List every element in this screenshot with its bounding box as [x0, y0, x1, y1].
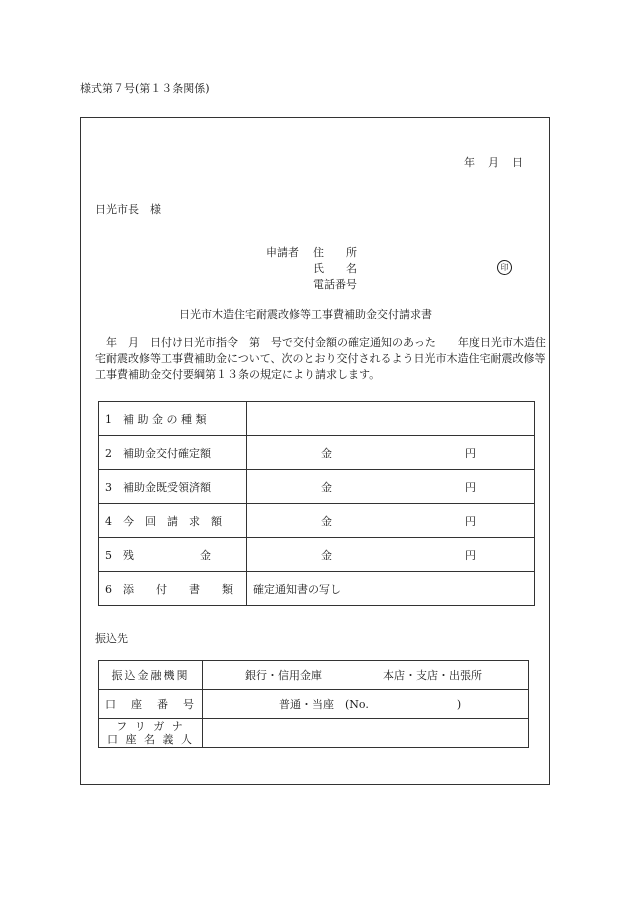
- holder-value-cell: [203, 719, 529, 748]
- transfer-heading: 振込先: [95, 632, 128, 645]
- table-row: [99, 661, 529, 690]
- request-body-text: 年 月 日付け日光市指令 第 号で交付金額の確定通知のあった 年度日光市木造住宅耐震改修等工事費補助金について、次のとおり交付されるよう日光市木造住宅耐震改修等工事費補助金交付要綱第１３条の規定により請求します。: [95, 336, 546, 381]
- account-label: 口 座 番 号: [99, 690, 203, 719]
- applicant-label: 申請者: [266, 246, 299, 259]
- holder-label-cell: [99, 719, 203, 748]
- yen-label: 円: [465, 446, 476, 460]
- kin-label: 金: [321, 446, 332, 460]
- table-row: [99, 470, 535, 504]
- yen-label: 円: [465, 514, 476, 528]
- yen-label: 円: [465, 480, 476, 494]
- form-number: 様式第７号(第１３条関係): [80, 82, 210, 95]
- date-line: 年 月 日: [464, 156, 524, 169]
- item-label: 1 補 助 金 の 種 類: [99, 402, 247, 436]
- item-value-cell: [247, 402, 535, 436]
- seal-mark: [497, 260, 512, 275]
- bank-label: 振込金融機関: [99, 661, 203, 690]
- item-value-cell: [247, 470, 535, 504]
- bank-type: 銀行・信用金庫: [245, 669, 322, 682]
- item-value-cell: [247, 504, 535, 538]
- address-label: 住 所: [313, 246, 357, 259]
- phone-label: 電話番号: [313, 278, 357, 291]
- kin-label: 金: [321, 514, 332, 528]
- document-title: 日光市木造住宅耐震改修等工事費補助金交付請求書: [179, 308, 432, 321]
- item-label: 2 補助金交付確定額: [99, 436, 247, 470]
- subsidy-items-table: [98, 401, 535, 606]
- table-row: [99, 538, 535, 572]
- seal-icon: 印: [497, 260, 512, 275]
- addressee: 日光市長 様: [95, 203, 161, 216]
- holder-label: 口 座 名 義 人: [107, 733, 194, 746]
- kin-label: 金: [321, 548, 332, 562]
- item-label: 6 添 付 書 類: [99, 572, 247, 606]
- branch-type: 本店・支店・出張所: [383, 669, 482, 682]
- transfer-table: [98, 660, 529, 748]
- item-label: 3 補助金既受領済額: [99, 470, 247, 504]
- item-label: 5 残 金: [99, 538, 247, 572]
- table-row: [99, 719, 529, 748]
- table-row: [99, 690, 529, 719]
- account-value-cell: 普通・当座 (No. ): [203, 690, 529, 719]
- item-value-cell: 確定通知書の写し: [247, 572, 535, 606]
- table-row: [99, 436, 535, 470]
- item-value-cell: [247, 436, 535, 470]
- table-row: [99, 504, 535, 538]
- table-row: [99, 572, 535, 606]
- item-value-cell: [247, 538, 535, 572]
- item-label: 4 今 回 請 求 額: [99, 504, 247, 538]
- bank-value-cell: [203, 661, 529, 690]
- name-label: 氏 名: [313, 262, 357, 275]
- kin-label: 金: [321, 480, 332, 494]
- furigana-label: フ リ ガ ナ: [116, 720, 185, 733]
- yen-label: 円: [465, 548, 476, 562]
- table-row: [99, 402, 535, 436]
